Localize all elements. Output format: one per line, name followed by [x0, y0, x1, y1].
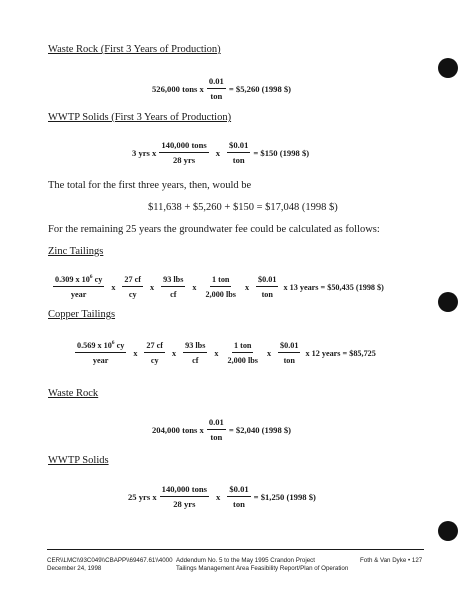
frac-num: 0.01: [207, 417, 226, 430]
multiply-sign: x: [244, 282, 250, 292]
fraction-1: [75, 340, 126, 366]
footer-rule: [47, 549, 424, 550]
frac-num: $0.01: [227, 484, 250, 497]
fraction-5: [278, 340, 300, 366]
eq-lhs: 25 yrs x: [128, 492, 157, 502]
frac-den: year: [70, 290, 87, 299]
frac-num: 27 cf: [122, 274, 143, 287]
multiply-sign: x: [216, 492, 221, 502]
frac-num: 1 ton: [210, 274, 232, 287]
fraction-4: [203, 274, 237, 300]
equation-zinc-tailings: [50, 274, 384, 300]
multiply-sign: x: [266, 348, 272, 358]
heading-zinc-tailings: Zinc Tailings: [48, 246, 104, 257]
eq-lhs: 3 yrs x: [132, 148, 157, 158]
frac-den: ton: [283, 356, 295, 365]
fraction-3: [161, 274, 185, 300]
frac-num: 27 cf: [144, 340, 165, 353]
frac-den: 28 yrs: [172, 155, 196, 165]
heading-copper-tailings: Copper Tailings: [48, 309, 116, 320]
frac-num: 0.309 x $10^6$ cy: [53, 274, 104, 287]
total-equation: $11,638 + $5,260 + $150 = $17,048 (1998 $): [148, 202, 338, 213]
eq-lhs: 526,000 tons x: [152, 84, 204, 94]
frac-den: year: [92, 356, 109, 365]
fraction-1: [159, 140, 208, 166]
eq-rhs: = $2,040 (1998 $): [228, 425, 292, 435]
fraction-1: [53, 274, 104, 300]
frac-num: $0.01: [227, 140, 250, 153]
equation-wwtp-3yr: [132, 140, 309, 166]
frac-num: 140,000 tons: [160, 484, 209, 497]
multiply-sign: x: [214, 348, 219, 358]
heading-wwtp-solids: WWTP Solids: [48, 455, 109, 466]
frac-num: 93 lbs: [183, 340, 207, 353]
fraction-2: [227, 484, 250, 510]
frac-num: 1 ton: [232, 340, 254, 353]
footer-left: [47, 557, 173, 573]
binder-hole-bottom: [438, 521, 458, 541]
frac-den: cf: [192, 356, 199, 365]
eq-rhs: x 12 years = $85,725: [305, 348, 376, 358]
eq-rhs: = $150 (1998 $): [253, 148, 310, 158]
eq-lhs: 204,000 tons x: [152, 425, 204, 435]
frac-den: 28 yrs: [173, 499, 196, 509]
frac-den: ton: [210, 432, 223, 442]
multiply-sign: x: [133, 348, 138, 358]
frac-den: cy: [150, 356, 159, 365]
frac-num: 0.569 x $10^6$ cy: [75, 340, 126, 353]
heading-waste-rock-3yr: Waste Rock (First 3 Years of Production): [48, 44, 221, 55]
heading-waste-rock: Waste Rock: [48, 388, 99, 399]
fraction-4: [225, 340, 259, 366]
eq-rhs: = $1,250 (1998 $): [253, 492, 316, 502]
multiply-sign: x: [215, 148, 221, 158]
binder-hole-middle: [438, 292, 458, 312]
equation-waste-rock-3yr: [152, 76, 291, 102]
frac-den: ton: [233, 499, 245, 509]
total-paragraph: The total for the first three years, then, would be: [48, 180, 252, 191]
footer-title-line1: Addendum No. 5 to the May 1995 Crandon Project: [176, 557, 315, 564]
fraction-2: [144, 340, 165, 366]
footer-title-line2: Tailings Management Area Feasibility Report/Plan of Operation: [176, 565, 349, 572]
fraction: [207, 417, 226, 443]
frac-num: 0.01: [207, 76, 226, 89]
frac-den: cf: [170, 290, 177, 299]
frac-num: $0.01: [278, 340, 300, 353]
fraction: [207, 76, 226, 102]
fraction-2: [122, 274, 143, 300]
heading-wwtp-3yr: WWTP Solids (First 3 Years of Production): [48, 112, 232, 123]
equation-wwtp-solids: [128, 484, 316, 510]
remaining-paragraph: For the remaining 25 years the groundwater fee could be calculated as follows:: [48, 224, 380, 235]
frac-num: $0.01: [256, 274, 278, 287]
equation-waste-rock: [152, 417, 291, 443]
eq-rhs: x 13 years = $50,435 (1998 $): [283, 282, 384, 292]
footer-date: December 24, 1998: [47, 565, 102, 572]
frac-den: ton: [232, 155, 245, 165]
frac-den: ton: [261, 290, 273, 299]
frac-num: 140,000 tons: [159, 140, 208, 153]
equation-copper-tailings: [72, 340, 376, 366]
multiply-sign: x: [192, 282, 197, 292]
multiply-sign: x: [111, 282, 116, 292]
fraction-5: [256, 274, 278, 300]
frac-den: 2,000 lbs: [205, 290, 236, 299]
fraction-1: [160, 484, 209, 510]
footer-file-path: CER\\LMC\\93C049\\CBAPP\\69467.61\\4000: [47, 557, 173, 564]
fraction-2: [227, 140, 250, 166]
binder-hole-top: [438, 58, 458, 78]
multiply-sign: x: [172, 348, 177, 358]
frac-den: cy: [128, 290, 137, 299]
footer-center: [176, 557, 348, 573]
footer-page-number: Foth & Van Dyke • 127: [360, 557, 423, 564]
multiply-sign: x: [150, 282, 155, 292]
eq-rhs: = $5,260 (1998 $): [228, 84, 292, 94]
frac-den: 2,000 lbs: [227, 356, 258, 365]
frac-num: 93 lbs: [161, 274, 185, 287]
frac-den: ton: [210, 91, 223, 101]
fraction-3: [183, 340, 207, 366]
